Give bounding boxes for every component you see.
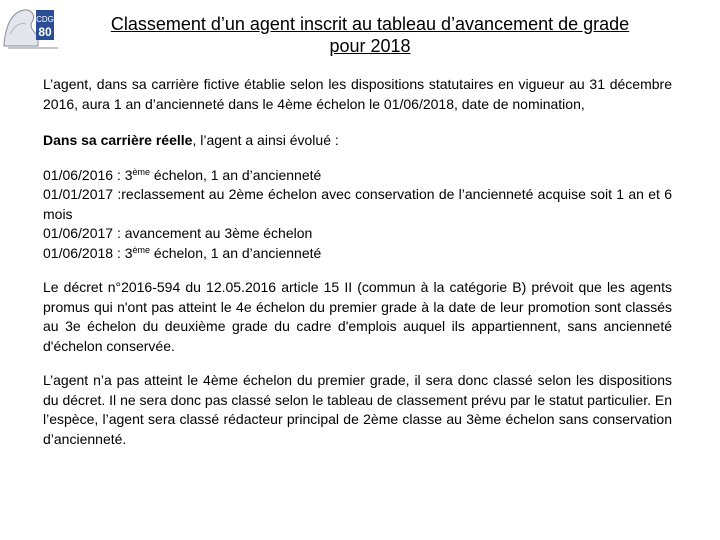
list-item-4-post: échelon, 1 an d’ancienneté (150, 244, 322, 261)
career-real-bold: Dans sa carrière réelle (43, 132, 193, 148)
cdg80-logo (2, 4, 64, 50)
list-item (43, 244, 672, 264)
svg-text:80: 80 (38, 25, 52, 39)
career-real-rest: , l’agent a ainsi évolué : (192, 132, 339, 148)
paragraph-career-real-intro (43, 131, 672, 151)
title-line-1: Classement d’un agent inscrit au tableau d’avancement de grade (110, 14, 630, 34)
list-item-1-sup: ème (132, 166, 151, 177)
list-item: 01/06/2017 : avancement au 3ème échelon (43, 225, 313, 241)
list-item-4-sup: ème (132, 244, 151, 255)
slide-title (62, 13, 678, 57)
svg-text:CDG: CDG (36, 15, 54, 24)
list-item: 01/01/2017 :reclassement au 2ème échelon avec conservation de l’ancienneté acquise soit 1 an et 6 mois (43, 186, 672, 222)
paragraph-career-fictive: L’agent, dans sa carrière fictive établie selon les dispositions statutaires en vigueur au 31 décembre 2016, aura 1 an d’ancienneté dans le 4ème échelon le 01/06/2018, date de nomination, (43, 76, 672, 112)
slide-body (43, 75, 672, 449)
paragraph-conclusion: L’agent n’a pas atteint le 4ème échelon du premier grade, il sera donc classé selon les dispositions du décret. Il ne sera donc pas classé selon le tableau de classement prévu par le statut particulier. En l’espèce, l’agent sera classé rédacteur principal de 2ème classe au 3ème échelon sans conservation d’ancienneté. (43, 372, 672, 447)
title-line-2: pour 2018 (329, 36, 411, 56)
list-item-1-post: échelon, 1 an d’ancienneté (150, 166, 322, 183)
list-item-1-text: 01/06/2016 : 3 (43, 166, 133, 183)
list-item-4-text: 01/06/2018 : 3 (43, 244, 133, 261)
paragraph-decree: Le décret n°2016-594 du 12.05.2016 article 15 II (commun à la catégorie B) prévoit que les agents promus qui n'ont pas atteint le 4e échelon du premier grade à la date de leur promotion sont classés au 3e échelon du deuxième grade du cadre d'emplois auquel ils appartiennent, sans ancienneté d'échelon conservée. (43, 279, 672, 354)
list-item (43, 166, 672, 186)
